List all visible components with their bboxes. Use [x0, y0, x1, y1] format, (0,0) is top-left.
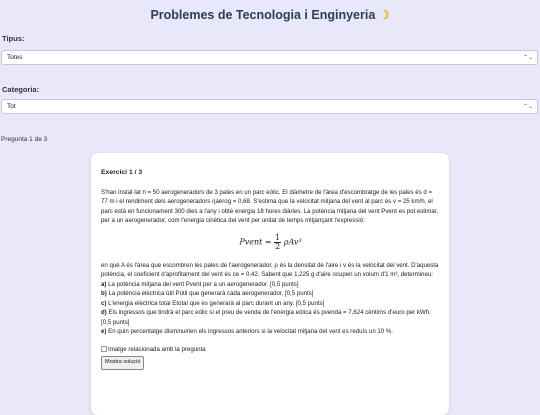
- question-counter: Pregunta 1 de 3: [1, 136, 48, 143]
- question-text: En quin percentatge disminuirien els ingressos anteriors si la velocitat mitjana del vent es reduís un 10 %.: [108, 328, 393, 335]
- question-text: La potència mitjana del vent Pvent per a un aerogenerador. [0,5 punts]: [108, 280, 299, 288]
- formula-numerator: 1: [275, 232, 281, 242]
- question-tag: d): [101, 309, 107, 316]
- chevron-down-icon: ⌃⌄: [522, 104, 533, 110]
- question-item: [101, 327, 440, 337]
- question-text: L'energia elèctrica total Etotal que es generarà al parc durant un any. [0,5 punts]: [108, 299, 325, 307]
- category-select-value: Tot: [7, 103, 16, 110]
- type-select[interactable]: [1, 50, 538, 65]
- exercise-context: en què A és l'àrea que escombren les pales de l'aerogenerador, ρ és la densitat de l'aire i v és la velocitat del vent. D'aquesta potència, el coeficient d'aprofitament del vent és ce = 0,42. Sabent que 1,225 g d'aire ocupen un volum d'1 m³, determineu:: [101, 261, 439, 278]
- question-item: [101, 299, 440, 309]
- question-image: [101, 345, 440, 355]
- category-label: Categoria:: [2, 85, 40, 94]
- category-select[interactable]: [1, 99, 538, 114]
- question-tag: b): [101, 290, 107, 297]
- question-item: [101, 280, 440, 290]
- show-solution-button[interactable]: Mostra solució: [101, 356, 144, 370]
- question-tag: e): [101, 328, 107, 335]
- page-title-text: Problemes de Tecnologia i Enginyeria: [150, 8, 376, 22]
- type-label: Tipus:: [2, 34, 25, 43]
- broken-image-icon: [101, 346, 107, 352]
- question-item: [101, 308, 440, 327]
- question-tag: c): [101, 299, 107, 307]
- page-title: [0, 8, 540, 22]
- formula-rhs: ρAv³: [283, 237, 302, 246]
- question-item: [101, 289, 440, 299]
- question-text: La potència elèctrica útil Pútil que generarà cada aerogenerador. [0,5 punts]: [108, 290, 314, 297]
- exercise-statement: S'han instal·lat n = 50 aerogeneradors de 3 pales en un parc eòlic. El diàmetre de l'àrea d'escombratge de les pales és d = 77 m i el rendiment dels aerogeneradors ηaerog = 0,68. S'estima que la velocitat mitjana del vent al parc és v = 25 km/h, el parc està en funcionament 300 dies a l'any i obté energia 18 hores diàries. La potència mitjana del vent Pvent es pot estimar, per a un aerogenerador, com l'energia cinètica del vent per unitat de temps mitjançant l'expressió:: [101, 188, 439, 224]
- formula-fraction: [274, 234, 281, 251]
- exercise-card: [91, 153, 449, 415]
- question-list: [101, 280, 440, 337]
- moon-icon: ☽: [378, 8, 390, 22]
- formula-lhs: Pvent =: [239, 237, 272, 246]
- formula-denominator: 2: [275, 241, 281, 251]
- power-formula: [101, 234, 440, 251]
- question-tag: a): [101, 280, 107, 288]
- exercise-heading: Exercici 1 / 3: [101, 169, 143, 176]
- question-image-alt: Imatge relacionada amb la pregunta: [108, 345, 206, 353]
- type-select-value: Totes: [7, 54, 23, 61]
- question-text: Els ingressos que tindrà el parc eòlic si el preu de venda de l'energia eòlica és pvenda = 7,624 cèntims d'euro per kWh. [0,5 punts]: [101, 309, 431, 326]
- chevron-down-icon: ⌃⌄: [522, 55, 533, 61]
